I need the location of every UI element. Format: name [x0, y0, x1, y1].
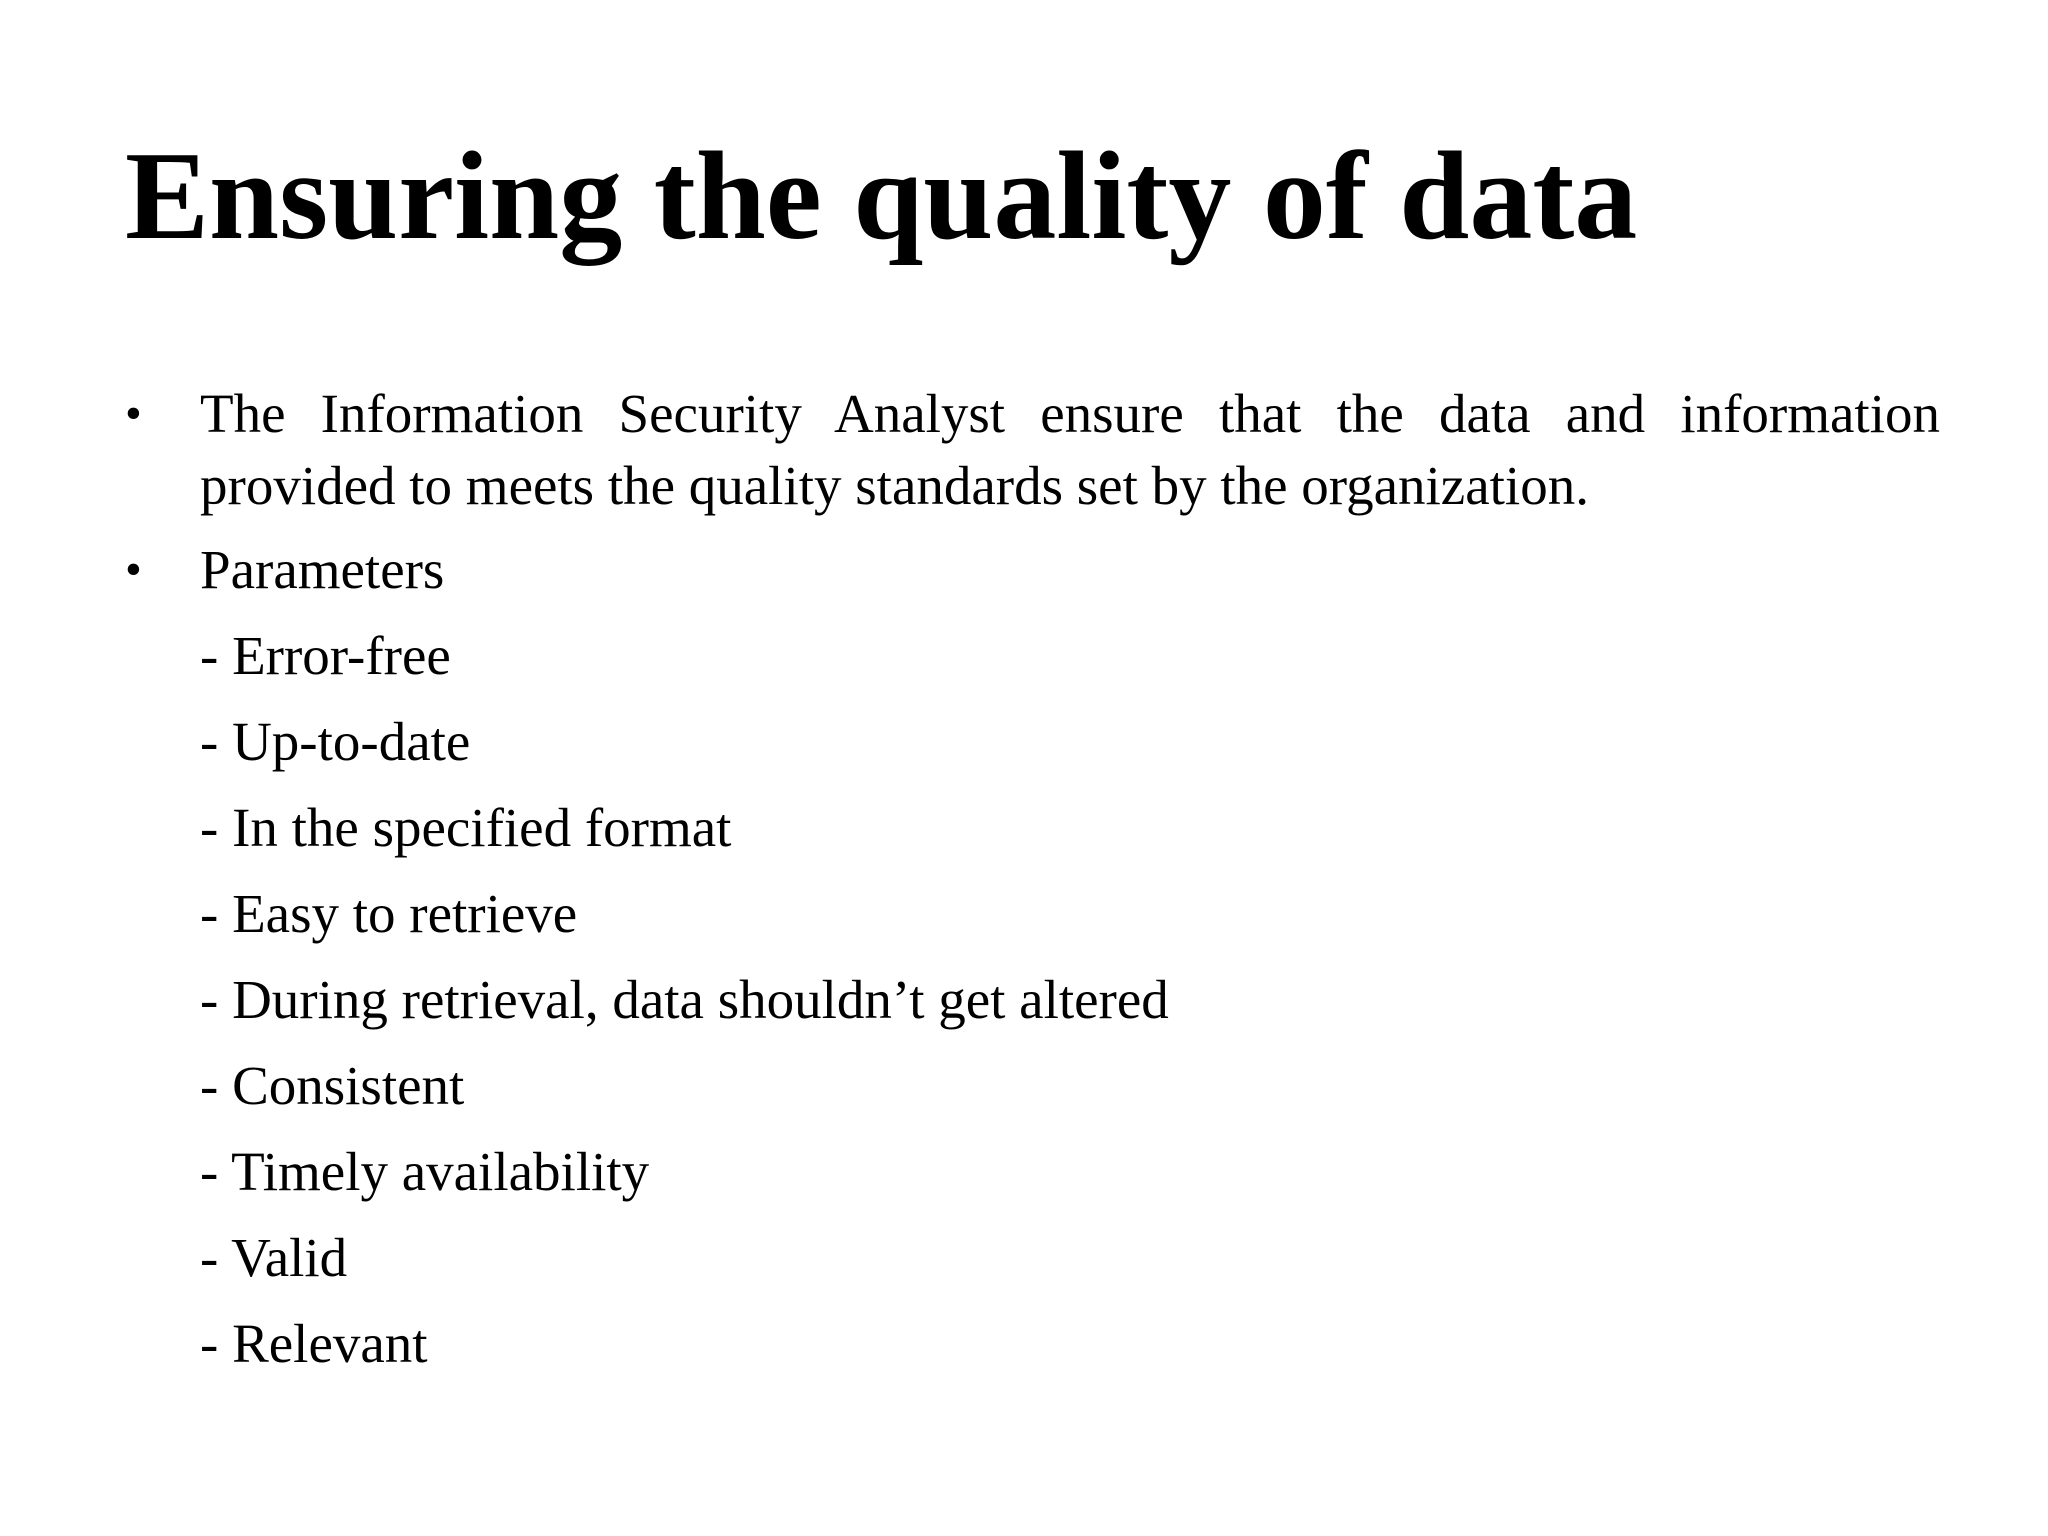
bullet-item — [125, 378, 1940, 522]
parameter-item: - Error-free — [200, 625, 451, 686]
parameter-item: - Timely availability — [200, 1141, 650, 1202]
bullet-icon: • — [125, 387, 142, 440]
slide-title: Ensuring the quality of data — [125, 127, 1638, 266]
bullet-text: The Information Security Analyst ensure that the data and information provided to meets the quality standards set by the organization. — [200, 383, 1940, 516]
parameters-list — [125, 620, 1940, 1394]
parameter-item: - Easy to retrieve — [200, 883, 578, 944]
parameter-item: - Valid — [200, 1227, 348, 1288]
parameter-item: - In the specified format — [200, 797, 732, 858]
parameter-item: - Consistent — [200, 1055, 465, 1116]
bullet-item — [125, 534, 1940, 606]
parameter-item: - Up-to-date — [200, 711, 471, 772]
parameter-item: - During retrieval, data shouldn’t get altered — [200, 969, 1169, 1030]
parameter-item: - Relevant — [200, 1313, 428, 1374]
bullet-text: Parameters — [200, 539, 445, 600]
bullet-icon: • — [125, 543, 142, 596]
slide-body — [125, 378, 1940, 1394]
